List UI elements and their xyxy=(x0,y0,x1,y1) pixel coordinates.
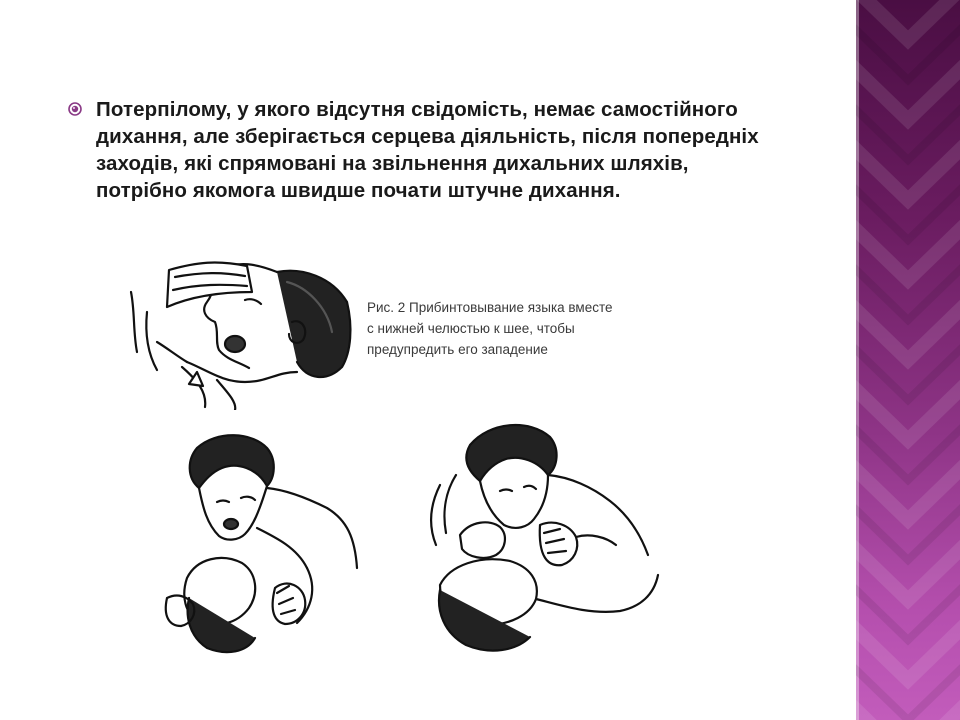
bullet-line: потрібно якомога швидше почати штучне дихання. xyxy=(96,179,621,202)
bullet-line: заходів, які спрямовані на звільнення дихальних шляхів, xyxy=(96,152,689,175)
circle-bullet-icon xyxy=(68,102,82,116)
bullet-line: дихання, але зберігається серцева діяльність, після попередніх xyxy=(96,125,759,148)
illustration-rescue-breathing xyxy=(420,415,660,660)
bullet-line: Потерпілому, у якого відсутня свідомість, немає самостійного xyxy=(96,98,738,121)
caption-line: предупредить его западение xyxy=(367,342,548,357)
caption-line: Рис. 2 Прибинтовывание языка вместе xyxy=(367,300,613,315)
figure-caption xyxy=(367,297,687,360)
head-tilt-drawing xyxy=(127,428,359,658)
bullet-paragraph xyxy=(68,96,898,204)
bullet-text xyxy=(96,96,898,204)
rescue-breathing-drawing xyxy=(420,415,660,660)
illustration-head-tilt xyxy=(127,428,359,658)
decorative-side-band xyxy=(856,0,960,720)
caption-line: с нижней челюстью к шее, чтобы xyxy=(367,321,575,336)
chevron-pattern xyxy=(856,0,960,720)
bandaged-head-drawing xyxy=(127,252,353,410)
illustration-bandaged-head xyxy=(127,252,353,410)
